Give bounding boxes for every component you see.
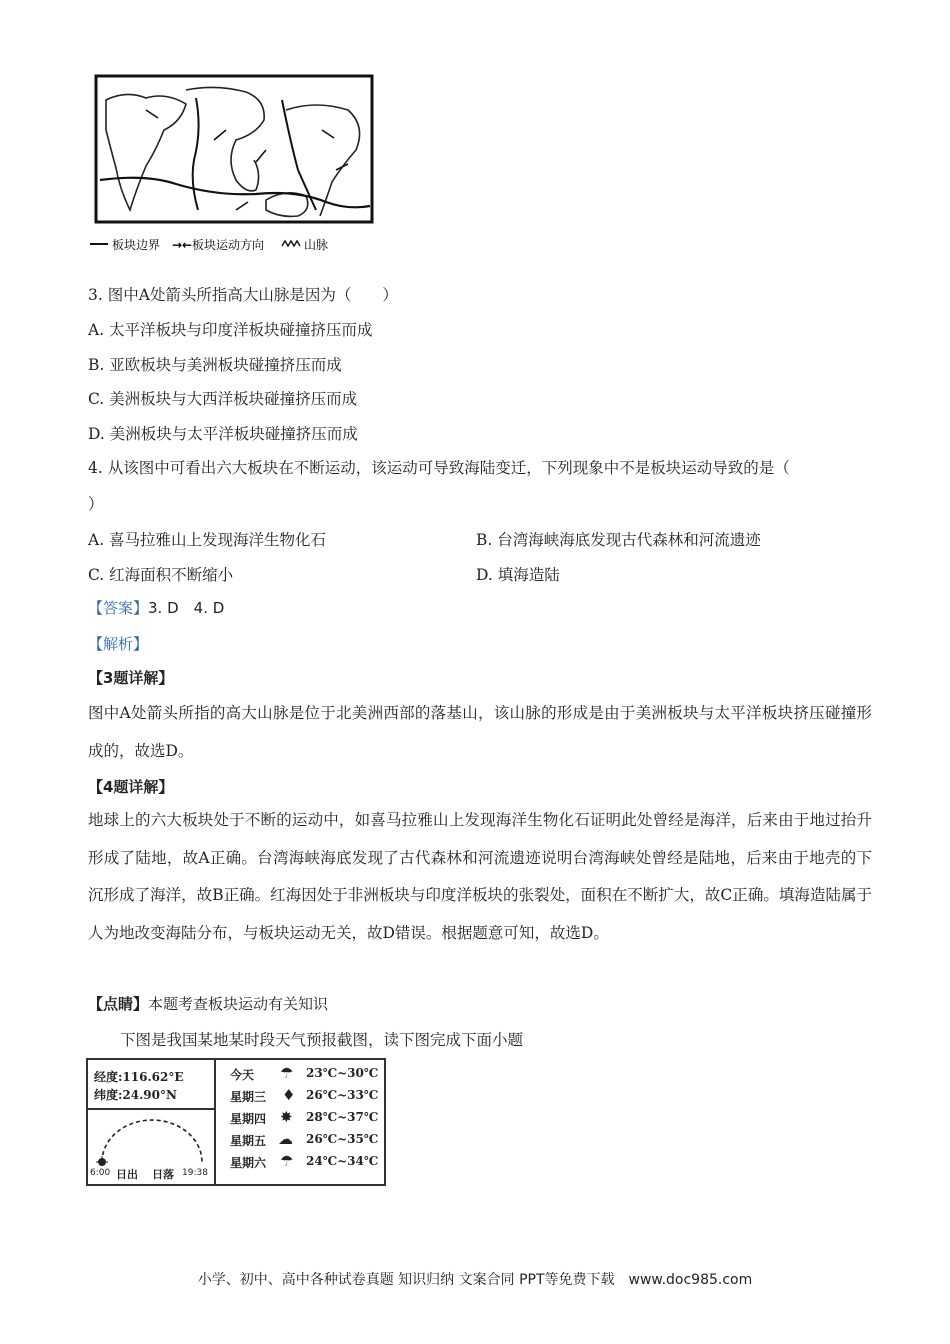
cloud-sun-icon: ☁: [278, 1130, 293, 1148]
forecast-day: 星期三: [230, 1090, 267, 1104]
direction-arrow-icon: →←: [172, 238, 193, 252]
q3-option-b: B. 亚欧板块与美洲板块碰撞挤压而成: [88, 356, 342, 374]
location-panel: [88, 1060, 216, 1184]
answer-value: 3. D 4. D: [148, 599, 225, 617]
sunset-label: 日落: [152, 1168, 174, 1181]
forecast-day: 星期六: [230, 1156, 267, 1170]
forecast-row: [224, 1108, 380, 1130]
sun-path-icon: [94, 1116, 210, 1166]
plate-map-figure: [86, 70, 386, 260]
q3-stem: 3. 图中A处箭头所指高大山脉是因为（ ）: [88, 286, 398, 304]
forecast-day: 星期五: [230, 1134, 267, 1148]
comment-label: 【点睛】: [88, 995, 149, 1013]
forecast-temp: 26℃~33℃: [306, 1088, 379, 1102]
forecast-day: 今天: [230, 1068, 255, 1082]
sun-icon: ✸: [280, 1108, 293, 1126]
legend-direction: 板块运动方向: [192, 238, 265, 252]
comment-text: 本题考查板块运动有关知识: [148, 995, 329, 1013]
forecast-temp: 23℃~30℃: [306, 1066, 379, 1080]
q4-option-c: C. 红海面积不断缩小: [88, 566, 234, 584]
q3-option-c: C. 美洲板块与大西洋板块碰撞挤压而成: [88, 390, 358, 408]
forecast-temp: 24℃~34℃: [306, 1154, 379, 1168]
sunrise-label: 日出: [116, 1168, 138, 1181]
q4-stem-line2: ）: [88, 495, 104, 513]
answer-row: [88, 598, 224, 618]
mountain-icon: [282, 241, 300, 246]
q4-option-d: D. 填海造陆: [476, 566, 560, 584]
forecast-day: 星期四: [230, 1112, 267, 1126]
forecast-row: [224, 1130, 380, 1152]
intro-text: 下图是我国某地某时段天气预报截图，读下图完成下面小题: [120, 1031, 524, 1049]
q4-option-b: B. 台湾海峡海底发现古代森林和河流遗迹: [476, 531, 761, 549]
sunrise-time: 6:00: [90, 1168, 111, 1178]
q3-option-d: D. 美洲板块与太平洋板块碰撞挤压而成: [88, 425, 358, 443]
leaf-drop-icon: ♦: [282, 1086, 296, 1104]
analysis-label: 【解析】: [88, 635, 149, 653]
forecast-row: [224, 1086, 380, 1108]
q3-option-a: A. 太平洋板块与印度洋板块碰撞挤压而成: [88, 321, 373, 339]
plate-map-graphic: [86, 70, 386, 260]
forecast-row: [224, 1064, 380, 1086]
detail4-title: 【4题详解】: [88, 778, 174, 796]
detail3-title: 【3题详解】: [88, 669, 174, 687]
q4-option-a: A. 喜马拉雅山上发现海洋生物化石: [88, 531, 327, 549]
q4-stem-line1: 4. 从该图中可看出六大板块在不断运动，该运动可导致海陆变迁，下列现象中不是板块运动导致的是（: [88, 459, 790, 477]
forecast-temp: 26℃~35℃: [306, 1132, 379, 1146]
detail3-text: 图中A处箭头所指的高大山脉是位于北美洲西部的落基山，该山脉的形成是由于美洲板块与太平洋板块挤压碰撞形成的，故选D。: [88, 704, 872, 760]
detail4-text: 地球上的六大板块处于不断的运动中，如喜马拉雅山上发现海洋生物化石证明此处曾经是海洋，后来由于地过抬升形成了陆地，故A正确。台湾海峡海底发现了古代森林和河流遗迹说明台湾海峡处曾经是陆地，后来由于地壳的下沉形成了海洋，故B正确。红海因处于非洲板块与印度洋板块的张裂处，面积在不断扩大，故C正确。填海造陆属于人为地改变海陆分布，与板块运动无关，故D错误。根据题意可知，故选D。: [88, 811, 872, 942]
legend-boundary: 板块边界: [112, 238, 161, 252]
weather-figure: [86, 1058, 386, 1186]
sunset-time: 19:38: [182, 1168, 208, 1178]
comment-row: [88, 994, 328, 1014]
forecast-temp: 28℃~37℃: [306, 1110, 379, 1124]
latitude-text: 纬度:24.90°N: [94, 1088, 177, 1102]
longitude-text: 经度:116.62°E: [94, 1070, 184, 1084]
divider: [88, 1108, 214, 1110]
rain-cloud-icon: ☂: [280, 1152, 294, 1170]
answer-label: 【答案】: [88, 599, 149, 617]
page-footer: 小学、初中、高中各种试卷真题 知识归纳 文案合同 PPT等免费下载 www.doc985.com: [197, 1272, 753, 1288]
forecast-row: [224, 1152, 380, 1174]
rain-cloud-icon: ☂: [280, 1064, 294, 1082]
legend-mountain: 山脉: [304, 238, 329, 252]
